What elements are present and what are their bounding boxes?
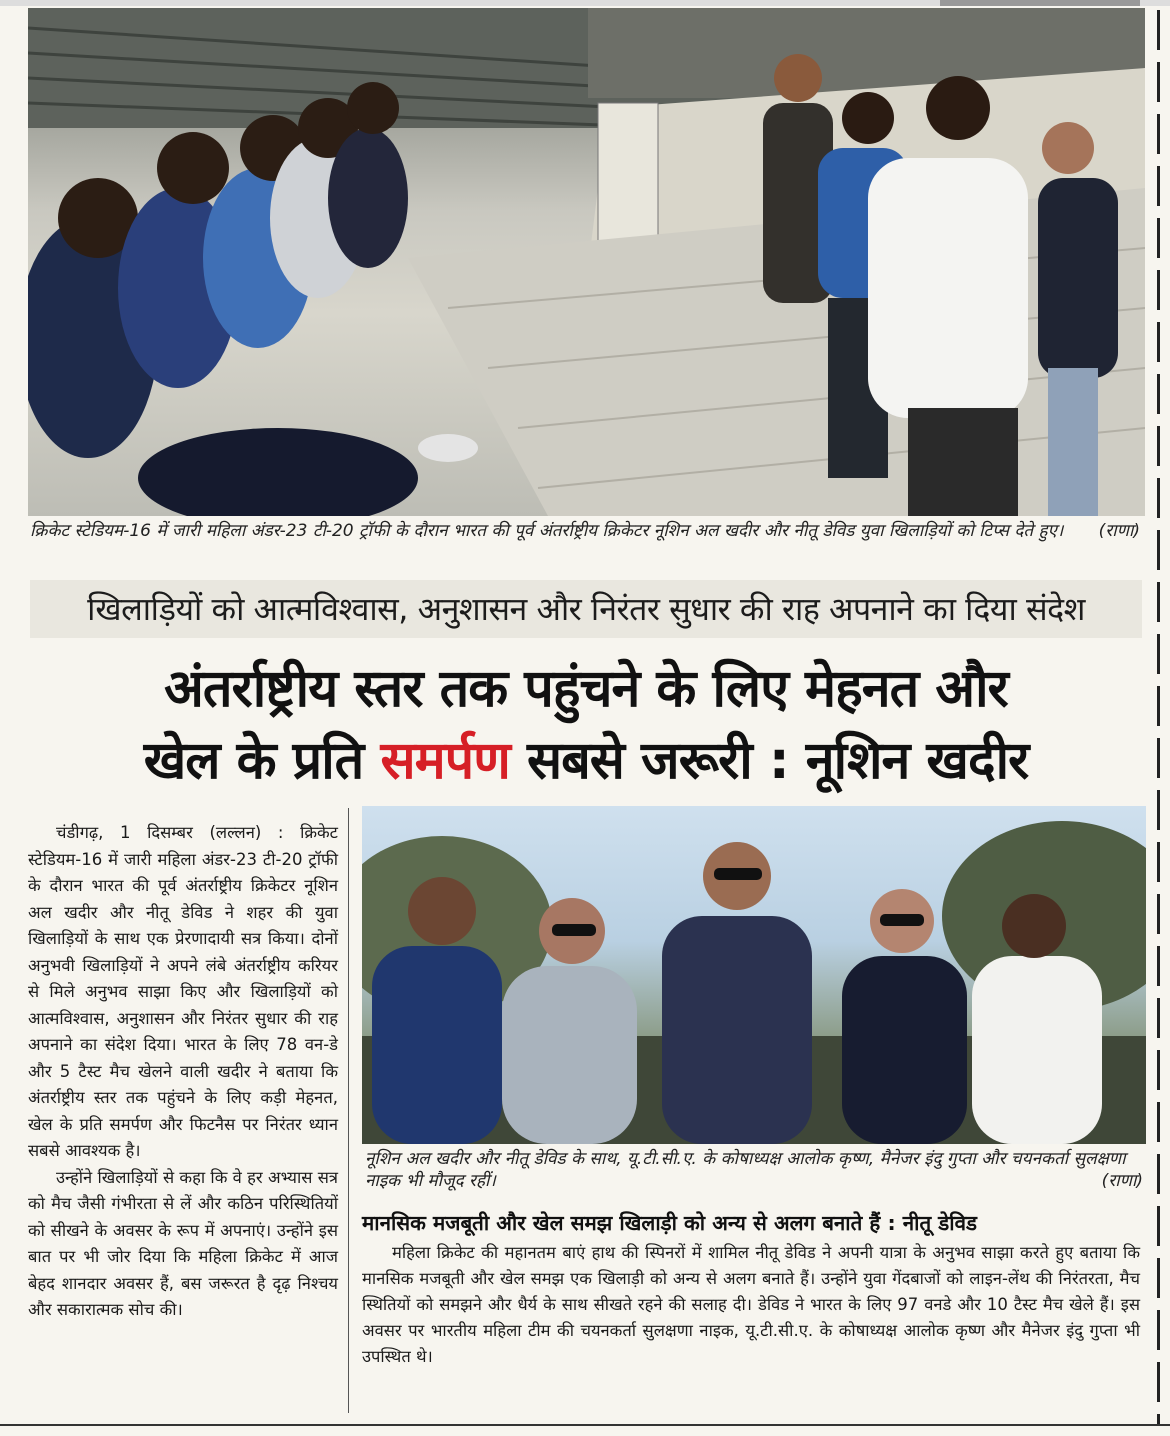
column-divider	[348, 808, 349, 1413]
article-right-paragraph-1: महिला क्रिकेट की महानतम बाएं हाथ की स्पिनरों में शामिल नीतू डेविड ने अपनी यात्रा के अनुभव साझा करते हुए बताया कि मानसिक मजबूती और खेल समझ एक खिलाड़ी को अन्य से अलग बनाते हैं। उन्होंने युवा गेंदबाजों को लाइन-लेंथ की निरंतरता, मैच स्थितियों को समझने और धैर्य के साथ सीखते रहने की सलाह दी। डेविड ने भारत के लिए 97 वनडे और 10 टैस्ट मैच खेले हैं। इस अवसर पर भारतीय महिला टीम की चयनकर्ता सुलक्षणा नाइक, यू.टी.सी.ए. के कोषाध्यक्ष आलोक कृष्ण और मैनेजर इंदु गुप्ता भी उपस्थित थे।	[362, 1243, 1140, 1366]
headline-line-2-end: सबसे जरूरी : नूशिन खदीर	[526, 731, 1029, 791]
headline-line-1: अंतर्राष्ट्रीय स्तर तक पहुंचने के लिए मेहनत और	[164, 659, 1008, 719]
article-left-paragraph-1: चंडीगढ़, 1 दिसम्बर (लल्लन) : क्रिकेट स्टेडियम-16 में जारी महिला अंडर-23 टी-20 ट्रॉफी के दौरान भारत की पूर्व अंतर्राष्ट्रीय क्रिकेटर नूशिन अल खदीर और नीतू डेविड ने शहर की युवा खिलाड़ियों के साथ एक प्रेरणादायी सत्र किया। दोनों अनुभवी खिलाड़ियों ने अपने लंबे अंतर्राष्ट्रीय करियर से मिले अनुभव साझा किए और खिलाड़ियों को आत्मविश्वास, अनुशासन और निरंतर सुधार की राह अपनाने का संदेश दिया। भारत के लिए 78 वन-डे और 5 टैस्ट मैच खेलने वाली खदीर ने बताया कि अंतर्राष्ट्रीय स्तर तक पहुंचने के लिए कड़ी मेहनत, खेल के प्रति समर्पण और फिटनैस पर निरंतर ध्यान सबसे आवश्यक है।	[28, 823, 338, 1160]
photo-group-illustration	[362, 806, 1146, 1144]
photo-caption-2-text: नूशिन अल खदीर और नीतू डेविड के साथ, यू.टी.सी.ए. के कोषाध्यक्ष आलोक कृष्ण, मैनेजर इंदु गुप्ता और चयनकर्ता सुलक्षणा नाइक भी मौजूद रहीं।	[365, 1149, 1126, 1191]
headline-line-2-start: खेल के प्रति	[143, 731, 364, 791]
article-right-subheading: मानसिक मजबूती और खेल समझ खिलाड़ी को अन्य से अलग बनाते हैं : नीतू डेविड	[362, 1211, 977, 1235]
photo-credit-1: (राणा)	[1098, 521, 1140, 541]
photo-credit-2: (राणा)	[1101, 1171, 1143, 1191]
article-left-paragraph-2: उन्होंने खिलाड़ियों से कहा कि वे हर अभ्यास सत्र को मैच जैसी गंभीरता से लें और कठिन परिस्थितियों को सीखने के अवसर के रूप में अपनाएं। उन्होंने इस बात पर भी जोर दिया कि महिला क्रिकेट में आज बेहद शानदार अवसर हैं, बस जरूरत है दृढ़ निश्चय और सकारात्मक सोच की।	[28, 1167, 338, 1319]
page-bottom-rule	[0, 1424, 1170, 1426]
photo-group	[362, 806, 1146, 1144]
column-rule-right	[1157, 10, 1160, 1425]
article-right-body	[362, 1240, 1140, 1370]
photo-coaching-session	[28, 8, 1145, 516]
headline-line-2	[30, 726, 1142, 796]
photo-coaching-session-illustration	[28, 8, 1145, 516]
photo-caption-2	[365, 1148, 1143, 1192]
photo-caption-1-text: क्रिकेट स्टेडियम-16 में जारी महिला अंडर-23 टी-20 ट्रॉफी के दौरान भारत की पूर्व अंतर्राष्ट्रीय क्रिकेटर नूशिन अल खदीर और नीतू डेविड युवा खिलाड़ियों को टिप्स देते हुए।	[30, 521, 1064, 541]
photo-caption-1	[30, 520, 1140, 542]
headline-highlight-word: समर्पण	[380, 731, 510, 791]
article-left-column	[28, 820, 338, 1324]
page-top-edge	[0, 0, 1170, 6]
kicker-subheading: खिलाड़ियों को आत्मविश्वास, अनुशासन और निरंतर सुधार की राह अपनाने का दिया संदेश	[30, 580, 1142, 638]
